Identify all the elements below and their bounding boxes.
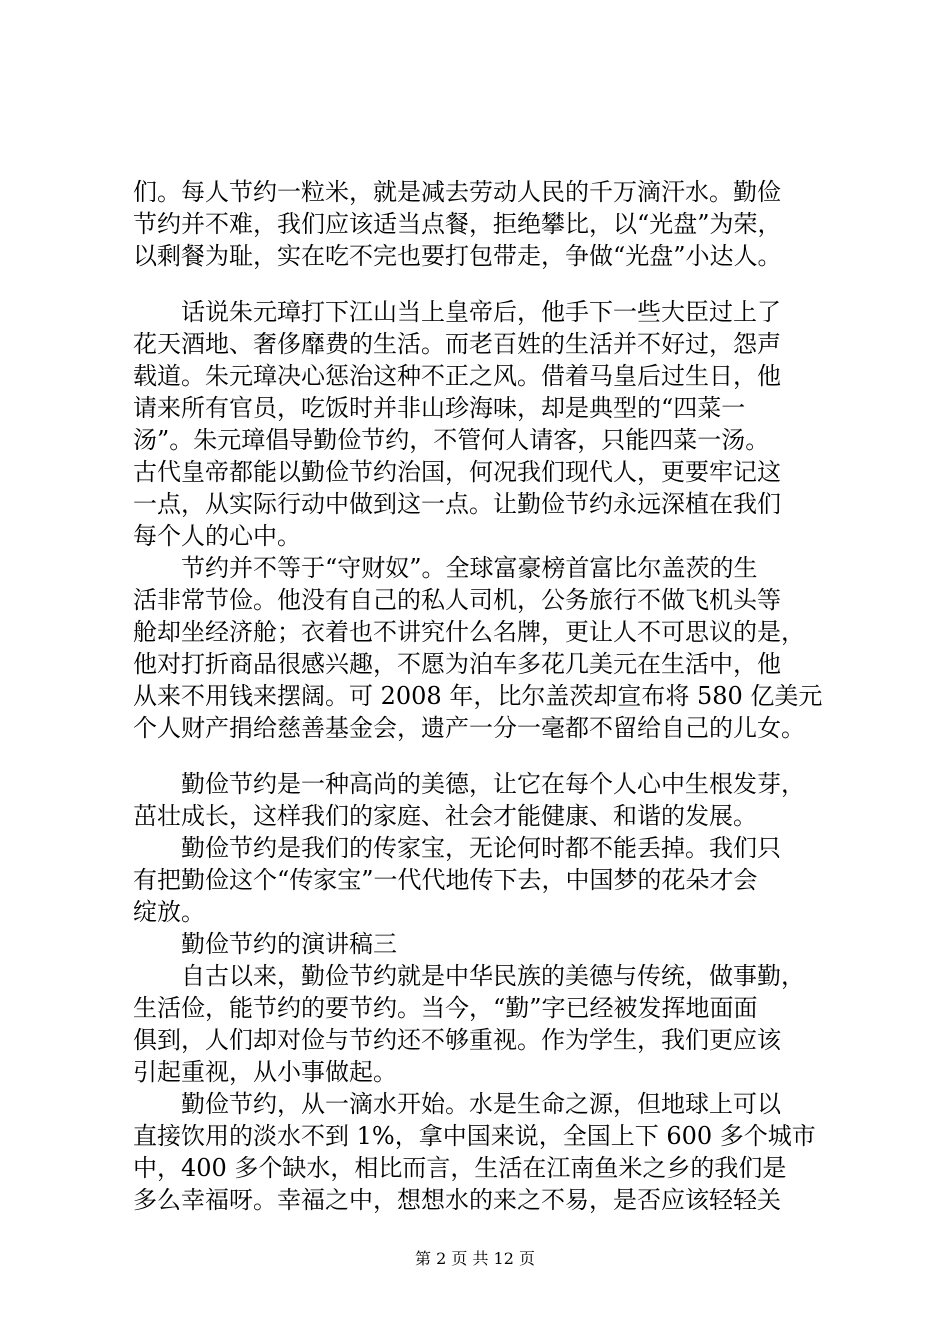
text-line: 请来所有官员，吃饭时并非山珍海味，却是典型的“四菜一 <box>133 394 746 422</box>
section-heading: 勤俭节约的演讲稿三 <box>181 930 397 958</box>
text-line: 有把勤俭这个“传家宝”一代代地传下去，中国梦的花朵才会 <box>133 866 758 894</box>
text-line: 舱却坐经济舱；衣着也不讲究什么名牌，更让人不可思议的是， <box>133 618 805 646</box>
text-line: 花天酒地、奢侈靡费的生活。而老百姓的生活并不好过，怨声 <box>133 330 781 358</box>
text-line: 自古以来，勤俭节约就是中华民族的美德与传统，做事勤， <box>181 962 805 990</box>
text-line: 活非常节俭。他没有自己的私人司机，公务旅行不做飞机头等 <box>133 586 781 614</box>
text-line: 载道。朱元璋决心惩治这种不正之风。借着马皇后过生日，他 <box>133 362 781 390</box>
text-line: 勤俭节约是我们的传家宝，无论何时都不能丢掉。我们只 <box>181 834 781 862</box>
text-line: 节约并不难，我们应该适当点餐，拒绝攀比，以“光盘”为荣， <box>133 210 782 238</box>
text-line: 一点，从实际行动中做到这一点。让勤俭节约永远深植在我们 <box>133 490 781 518</box>
text-line: 生活俭，能节约的要节约。当今，“勤”字已经被发挥地面面 <box>133 994 758 1022</box>
text-line: 每个人的心中。 <box>133 522 301 550</box>
text-line: 节约并不等于“守财奴”。全球富豪榜首富比尔盖茨的生 <box>181 554 758 582</box>
text-line: 引起重视，从小事做起。 <box>133 1058 397 1086</box>
page-number-footer: 第 2 页 共 12 页 <box>415 1249 535 1268</box>
text-line: 勤俭节约是一种高尚的美德，让它在每个人心中生根发芽， <box>181 770 805 798</box>
text-line: 多么幸福呀。幸福之中，想想水的来之不易，是否应该轻轻关 <box>133 1186 781 1214</box>
text-line: 勤俭节约，从一滴水开始。水是生命之源，但地球上可以 <box>181 1090 781 1118</box>
text-line: 古代皇帝都能以勤俭节约治国，何况我们现代人，更要牢记这 <box>133 458 781 486</box>
text-line: 茁壮成长，这样我们的家庭、社会才能健康、和谐的发展。 <box>133 802 757 830</box>
text-line: 们。每人节约一粒米，就是减去劳动人民的千万滴汗水。勤俭 <box>133 178 781 206</box>
text-line: 绽放。 <box>133 898 205 926</box>
text-line: 他对打折商品很感兴趣，不愿为泊车多花几美元在生活中，他 <box>133 650 781 678</box>
text-line: 直接饮用的淡水不到 1%，拿中国来说，全国上下 600 多个城市 <box>133 1122 816 1150</box>
text-line: 中，400 多个缺水，相比而言，生活在江南鱼米之乡的我们是 <box>133 1154 787 1182</box>
text-line: 个人财产捐给慈善基金会，遗产一分一毫都不留给自己的儿女。 <box>133 714 805 742</box>
text-line: 话说朱元璋打下江山当上皇帝后，他手下一些大臣过上了 <box>181 298 781 326</box>
text-line: 从来不用钱来摆阔。可 2008 年，比尔盖茨却宣布将 580 亿美元 <box>133 682 823 710</box>
text-line: 汤”。朱元璋倡导勤俭节约，不管何人请客，只能四菜一汤。 <box>133 426 770 454</box>
text-line: 俱到，人们却对俭与节约还不够重视。作为学生，我们更应该 <box>133 1026 781 1054</box>
text-line: 以剩餐为耻，实在吃不完也要打包带走，争做“光盘”小达人。 <box>133 242 782 270</box>
